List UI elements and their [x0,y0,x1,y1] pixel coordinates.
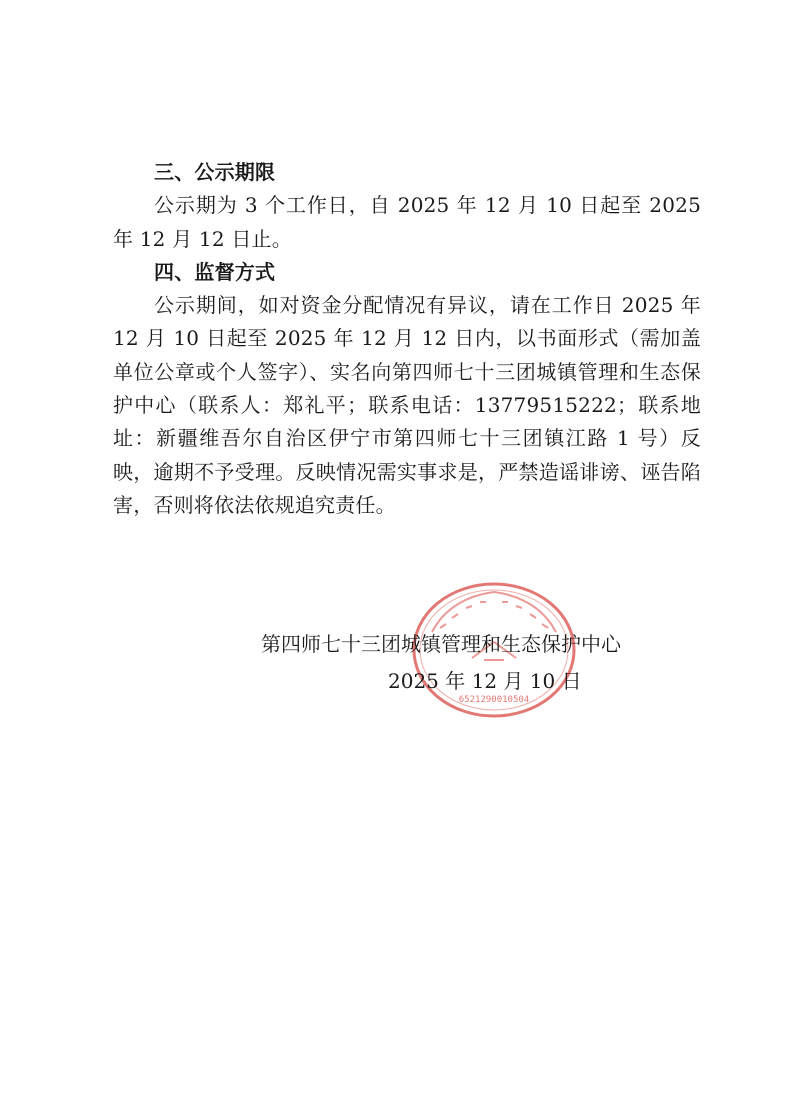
section-paragraph-supervision: 公示期间，如对资金分配情况有异议，请在工作日 2025 年 12 月 10 日起至 2025 年 12 月 12 日内，以书面形式（需加盖单位公章或个人签字）、实名向第四师七十三团城镇管理和生态保护中心（联系人：郑礼平；联系电话：13779515222；联系地址：新疆维吾尔自治区伊宁市第四师七十三团镇江路 1 号）反映，逾期不予受理。反映情况需实事求是，严禁造谣诽谤、诬告陷害，否则将依法依规追究责任。 [113,293,701,517]
signature-organization: 第四师七十三团城镇管理和生态保护中心 [261,632,621,656]
signature-date: 2025 年 12 月 10 日 [388,669,582,693]
section-heading-period: 三、公示期限 [154,160,276,184]
seal-serial-number: 6521290010504 [458,695,530,705]
section-paragraph-period: 公示期为 3 个工作日，自 2025 年 12 月 10 日起至 2025 年 12 月 12 日止。 [113,193,701,251]
document-body [113,156,701,522]
section-heading-supervision: 四、监督方式 [154,259,276,284]
